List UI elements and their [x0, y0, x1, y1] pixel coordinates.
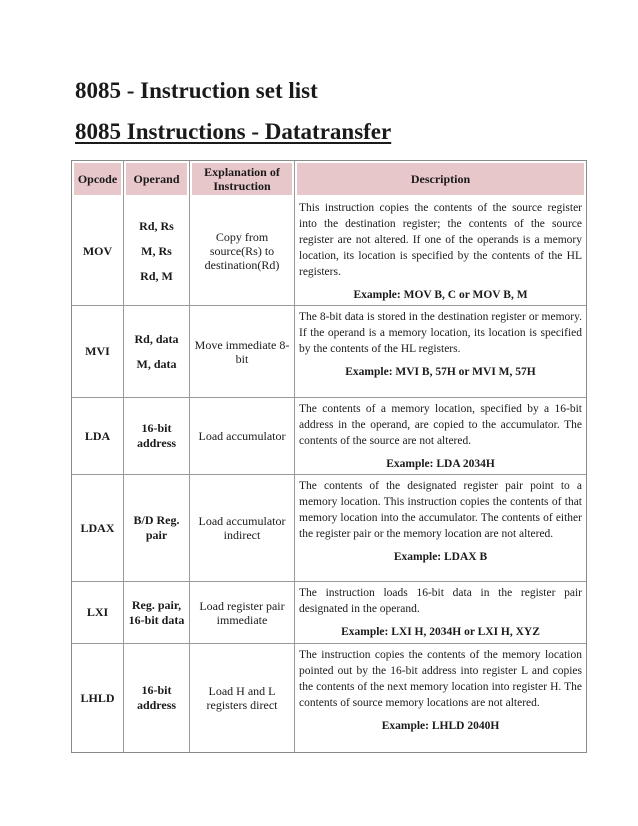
explanation-cell: Load register pair immediate [190, 582, 295, 644]
description-cell [295, 475, 586, 582]
table-body [72, 197, 586, 752]
table-row [72, 197, 586, 306]
example-text: Example: LHLD 2040H [381, 720, 500, 732]
description-cell [295, 398, 586, 475]
example-text: Example: MVI B, 57H or MVI M, 57H [345, 366, 536, 378]
operand-cell: 16-bit address [124, 644, 190, 752]
table-row [72, 644, 586, 752]
description-text: The instruction copies the contents of the memory location pointed out by the 16-bit address into register L and copies the contents of the next memory location into register H. The contents of source memory locations are not altered. [299, 649, 582, 709]
example-text: Example: LDA 2034H [386, 458, 495, 470]
description-cell [295, 644, 586, 752]
explanation-cell: Load H and L registers direct [190, 644, 295, 752]
table-row [72, 582, 586, 644]
operand-cell [124, 306, 190, 398]
description-text: This instruction copies the contents of the source register into the destination register; the contents of the source register are not altered. If one of the operands is a memory location, its location is specified by the contents of the HL registers. [299, 202, 582, 278]
opcode-cell: LHLD [72, 644, 124, 752]
operand-value: Rd, Rs [139, 218, 174, 233]
description-text: The instruction loads 16-bit data in the register pair designated in the operand. [299, 587, 582, 615]
table-header [72, 161, 586, 197]
example-text: Example: LDAX B [393, 551, 488, 563]
explanation-cell: Copy from source(Rs) to destination(Rd) [190, 197, 295, 306]
description-cell [295, 197, 586, 306]
header-operand: Operand [124, 161, 190, 197]
operand-value: Rd, M [140, 268, 173, 283]
operand-cell [124, 197, 190, 306]
opcode-cell: MOV [72, 197, 124, 306]
header-opcode: Opcode [72, 161, 124, 197]
section-title: 8085 Instructions - Datatransfer [75, 119, 392, 144]
example-text: Example: LXI H, 2034H or LXI H, XYZ [341, 626, 540, 638]
opcode-cell: LXI [72, 582, 124, 644]
operand-cell: B/D Reg. pair [124, 475, 190, 582]
opcode-cell: LDAX [72, 475, 124, 582]
operand-value: Rd, data [134, 331, 179, 346]
operand-value: M, data [136, 356, 177, 371]
explanation-cell: Load accumulator [190, 398, 295, 475]
example-text: Example: MOV B, C or MOV B, M [353, 289, 528, 301]
page-title: 8085 - Instruction set list [75, 78, 318, 103]
operand-cell: Reg. pair, 16-bit data [124, 582, 190, 644]
table-row [72, 306, 586, 398]
description-text: The 8-bit data is stored in the destination register or memory. If the operand is a memory location, its location is specified by the contents of the HL registers. [299, 311, 582, 355]
opcode-cell: LDA [72, 398, 124, 475]
explanation-cell: Move immediate 8-bit [190, 306, 295, 398]
header-description: Description [295, 161, 586, 197]
operand-cell: 16-bit address [124, 398, 190, 475]
table-row [72, 475, 586, 582]
description-cell [295, 582, 586, 644]
header-explanation: Explanation of Instruction [190, 161, 295, 197]
opcode-cell: MVI [72, 306, 124, 398]
table-row [72, 398, 586, 475]
operand-value: M, Rs [141, 243, 172, 258]
explanation-cell: Load accumulator indirect [190, 475, 295, 582]
description-text: The contents of a memory location, specified by a 16-bit address in the operand, are copied to the accumulator. The contents of the source are not altered. [299, 403, 582, 447]
description-text: The contents of the designated register pair point to a memory location. This instruction copies the contents of that memory location into the accumulator. The contents of either the register pair or the memory location are not altered. [299, 480, 582, 540]
description-cell [295, 306, 586, 398]
instruction-table [71, 160, 587, 753]
